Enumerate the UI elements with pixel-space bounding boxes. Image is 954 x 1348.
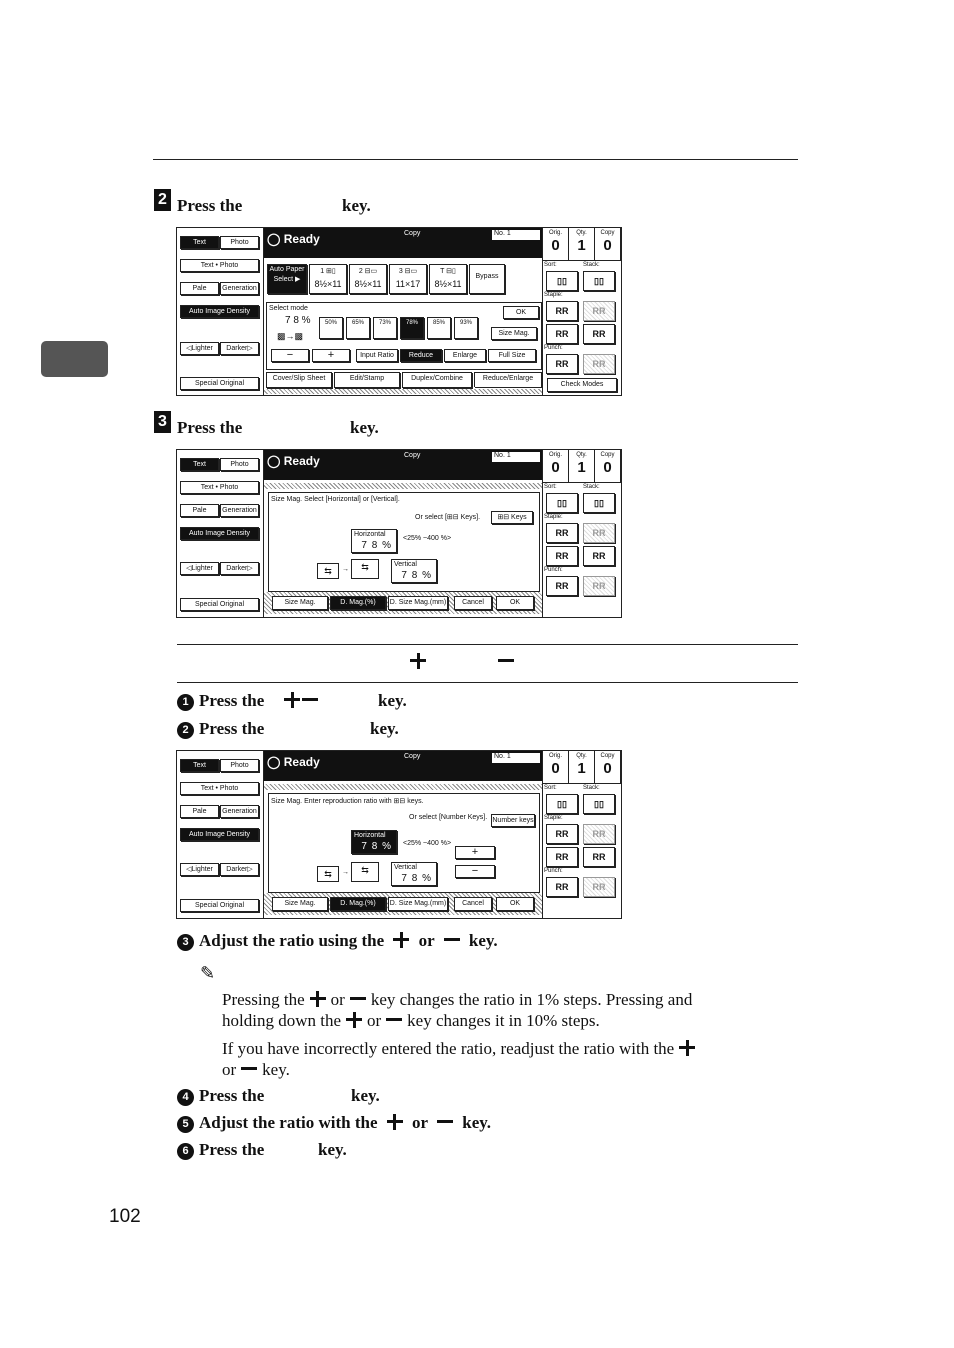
- finisher-column: [543, 228, 621, 395]
- density-column: [177, 751, 264, 918]
- pale-button[interactable]: Pale: [180, 282, 219, 295]
- cover-slip-tab[interactable]: Cover/Slip Sheet: [266, 372, 332, 388]
- note-2: If you have incorrectly entered the ratio, readjust the ratio with the or key.: [222, 1038, 802, 1080]
- step-number-3: 3: [154, 411, 171, 433]
- paper-arrow-icon: ▩→▩: [277, 331, 304, 341]
- tray-2-button[interactable]: 2 ⊟▭ 8½×11: [349, 264, 387, 294]
- substep-5: 5 Adjust the ratio with the or key.: [177, 1113, 491, 1133]
- darker-button[interactable]: Darker▷: [220, 562, 259, 575]
- preset-85-button[interactable]: 85%: [427, 317, 451, 339]
- d-size-mag-mm-tab[interactable]: D. Size Mag.(mm): [388, 897, 448, 911]
- section-rule-top: [177, 644, 798, 645]
- size-mag-dialog: [268, 492, 540, 592]
- photo-mode-button[interactable]: Photo: [220, 458, 259, 471]
- stack-icon[interactable]: ▯▯: [583, 493, 615, 513]
- section-rule-bottom: [177, 682, 798, 683]
- special-original-button[interactable]: Special Original: [180, 377, 259, 390]
- staple-label: Staple:: [544, 292, 563, 298]
- cancel-button[interactable]: Cancel: [454, 897, 492, 911]
- preset-50-button[interactable]: 50%: [319, 317, 343, 339]
- status-bar: [264, 450, 542, 480]
- staple-4-icon[interactable]: RR: [583, 324, 615, 344]
- substep-6: 6 Press the: [177, 1140, 264, 1160]
- section-keys: [405, 652, 523, 676]
- tab-bar-hatch: [264, 389, 542, 394]
- stack-label: Stack:: [583, 262, 600, 268]
- pale-button[interactable]: Pale: [180, 504, 219, 517]
- copy-preview-icon: ⇆: [351, 559, 379, 579]
- staple-1-icon[interactable]: RR: [546, 824, 578, 844]
- copy-counter: Copy 0: [595, 228, 621, 261]
- preset-78-button[interactable]: 78%: [400, 317, 424, 339]
- sort-label: Sort:: [544, 484, 557, 490]
- step3-text-post: key.: [350, 418, 379, 437]
- vertical-field[interactable]: Vertical 7 8 %: [391, 559, 437, 583]
- stack-label: Stack:: [583, 484, 600, 490]
- size-mag-button[interactable]: Size Mag.: [491, 327, 537, 340]
- preset-73-button[interactable]: 73%: [373, 317, 397, 339]
- ok-button[interactable]: OK: [496, 596, 534, 610]
- punch-2-icon[interactable]: RR: [583, 354, 615, 374]
- main-area: [264, 751, 543, 918]
- sort-icon[interactable]: ▯▯: [546, 271, 578, 291]
- orig-counter: Orig. 0: [543, 751, 569, 784]
- staple-2-icon[interactable]: RR: [583, 301, 615, 321]
- auto-paper-select-button[interactable]: Auto Paper Select ▶: [267, 264, 307, 294]
- job-number: No. 1: [492, 452, 540, 462]
- dialog-heading: Size Mag. Select [Horizontal] or [Vertical].: [271, 496, 400, 503]
- staple-3-icon[interactable]: RR: [546, 546, 578, 566]
- minus-button[interactable]: −: [455, 865, 495, 878]
- photo-mode-button[interactable]: Photo: [220, 236, 259, 249]
- full-size-button[interactable]: Full Size: [488, 349, 536, 362]
- minus-icon: [443, 931, 461, 949]
- substep-2: 2 Press the: [177, 719, 264, 739]
- sort-label: Sort:: [544, 262, 557, 268]
- top-hatch: [264, 784, 542, 790]
- special-original-button[interactable]: Special Original: [180, 899, 259, 912]
- copy-label: Copy: [404, 753, 421, 760]
- plus-button[interactable]: +: [312, 349, 350, 362]
- copy-label: Copy: [404, 452, 421, 459]
- photo-mode-button[interactable]: Photo: [220, 759, 259, 772]
- size-mag-tab[interactable]: Size Mag.: [272, 897, 328, 911]
- step2-text-pre: Press the: [177, 196, 243, 215]
- qty-counter: Qty. 1: [569, 228, 595, 261]
- substep-2-post: key.: [370, 719, 399, 738]
- tray-t-button[interactable]: T ⊟▯ 8½×11: [429, 264, 467, 294]
- ratio-range: <25% ~400 %>: [403, 840, 452, 847]
- original-icon: ⇆: [317, 866, 339, 882]
- job-number: No. 1: [492, 230, 540, 240]
- lighter-button[interactable]: ◁Lighter: [180, 562, 219, 575]
- generation-button[interactable]: Generation: [220, 504, 259, 517]
- reduce-button[interactable]: Reduce: [400, 349, 442, 362]
- substep-6-post: key.: [318, 1140, 347, 1159]
- minus-button[interactable]: −: [271, 349, 309, 362]
- text-photo-button[interactable]: Text • Photo: [180, 259, 259, 272]
- copy-counter: Copy 0: [595, 751, 621, 784]
- current-ratio: 7 8 %: [285, 315, 311, 326]
- job-number: No. 1: [492, 753, 540, 763]
- punch-label: Punch:: [544, 345, 563, 351]
- stack-label: Stack:: [583, 785, 600, 791]
- pale-button[interactable]: Pale: [180, 805, 219, 818]
- punch-1-icon[interactable]: RR: [546, 877, 578, 897]
- ready-status: ◯ Ready: [267, 454, 320, 468]
- step-number-2: 2: [154, 189, 171, 211]
- ready-status: ◯ Ready: [267, 755, 320, 769]
- header-rule: [153, 159, 798, 160]
- sort-label: Sort:: [544, 785, 557, 791]
- darker-button[interactable]: Darker▷: [220, 863, 259, 876]
- arrow-icon: →: [342, 566, 349, 573]
- horizontal-field[interactable]: Horizontal 7 8 %: [351, 830, 397, 854]
- plus-icon: [392, 931, 410, 949]
- generation-button[interactable]: Generation: [220, 805, 259, 818]
- chapter-tab: [41, 341, 108, 377]
- size-mag-dialog: [268, 793, 540, 893]
- special-original-button[interactable]: Special Original: [180, 598, 259, 611]
- ready-status: ◯ Ready: [267, 232, 320, 246]
- input-ratio-button[interactable]: Input Ratio: [356, 349, 398, 362]
- density-column: [177, 228, 264, 395]
- auto-density-button[interactable]: Auto Image Density: [180, 828, 259, 841]
- copy-label: Copy: [404, 230, 421, 237]
- darker-button[interactable]: Darker▷: [220, 342, 259, 355]
- staple-3-icon[interactable]: RR: [546, 847, 578, 867]
- arrow-icon: →: [342, 869, 349, 876]
- d-size-mag-mm-tab[interactable]: D. Size Mag.(mm): [388, 596, 448, 610]
- main-area: [264, 228, 543, 395]
- punch-1-icon[interactable]: RR: [546, 354, 578, 374]
- top-hatch: [264, 483, 542, 489]
- generation-button[interactable]: Generation: [220, 282, 259, 295]
- staple-1-icon[interactable]: RR: [546, 301, 578, 321]
- staple-4-icon[interactable]: RR: [583, 546, 615, 566]
- ok-button[interactable]: OK: [496, 897, 534, 911]
- sort-icon[interactable]: ▯▯: [546, 493, 578, 513]
- check-modes-button[interactable]: Check Modes: [547, 378, 617, 392]
- tray-1-button[interactable]: 1 ⊞▯ 8½×11: [309, 264, 347, 294]
- status-bar: [264, 228, 542, 258]
- punch-2-icon[interactable]: RR: [583, 877, 615, 897]
- lighter-button[interactable]: ◁Lighter: [180, 342, 219, 355]
- punch-label: Punch:: [544, 868, 563, 874]
- auto-density-button[interactable]: Auto Image Density: [180, 527, 259, 540]
- density-column: [177, 450, 264, 617]
- page-number: 102: [109, 1206, 141, 1227]
- text-mode-button[interactable]: Text: [180, 458, 219, 471]
- plus-icon: [409, 652, 431, 674]
- horizontal-field[interactable]: Horizontal 7 8 %: [351, 529, 397, 553]
- text-mode-button[interactable]: Text: [180, 236, 219, 249]
- dialog-heading: Size Mag. Enter reproduction ratio with ⊞⊟ keys.: [271, 798, 424, 805]
- plus-icon: [386, 1113, 404, 1131]
- ok-button[interactable]: OK: [503, 306, 539, 319]
- step2-text-post: key.: [342, 196, 371, 215]
- reduce-enlarge-tab[interactable]: Reduce/Enlarge: [474, 372, 542, 387]
- lighter-button[interactable]: ◁Lighter: [180, 863, 219, 876]
- text-mode-button[interactable]: Text: [180, 759, 219, 772]
- bypass-button[interactable]: Bypass: [469, 264, 505, 294]
- duplex-combine-tab[interactable]: Duplex/Combine: [402, 372, 472, 388]
- step3-text-pre: Press the: [177, 418, 243, 437]
- substep-4: 4 Press the: [177, 1086, 264, 1106]
- plus-minus-keys-button[interactable]: ⊞⊟ Keys: [491, 511, 533, 524]
- staple-4-icon[interactable]: RR: [583, 847, 615, 867]
- staple-3-icon[interactable]: RR: [546, 324, 578, 344]
- orig-counter: Orig. 0: [543, 228, 569, 261]
- main-area: [264, 450, 543, 617]
- minus-icon: [436, 1113, 454, 1131]
- stack-icon[interactable]: ▯▯: [583, 271, 615, 291]
- cancel-button[interactable]: Cancel: [454, 596, 492, 610]
- select-mode-label: Select mode: [269, 305, 308, 312]
- substep-3: 3 Adjust the ratio using the or key.: [177, 931, 498, 951]
- d-mag-percent-tab[interactable]: D. Mag.(%): [330, 596, 386, 610]
- copier-panel-2: [176, 449, 622, 618]
- sort-icon[interactable]: ▯▯: [546, 794, 578, 814]
- auto-density-button[interactable]: Auto Image Density: [180, 305, 259, 318]
- text-photo-button[interactable]: Text • Photo: [180, 782, 259, 795]
- minus-icon: [497, 652, 519, 674]
- tray-3-button[interactable]: 3 ⊟▭ 11×17: [389, 264, 427, 294]
- finisher-column: [543, 751, 621, 918]
- staple-2-icon[interactable]: RR: [583, 523, 615, 543]
- text-photo-button[interactable]: Text • Photo: [180, 481, 259, 494]
- substep-1: 1 Press the: [177, 691, 264, 711]
- staple-label: Staple:: [544, 815, 563, 821]
- plus-button[interactable]: +: [455, 846, 495, 859]
- plus-minus-icon: [283, 691, 319, 711]
- edit-stamp-tab[interactable]: Edit/Stamp: [334, 372, 400, 388]
- note-1: Pressing the or key changes the ratio in 1% steps. Pressing and holding down the or key changes it in 10% steps.: [222, 990, 693, 1030]
- stack-icon[interactable]: ▯▯: [583, 794, 615, 814]
- orig-counter: Orig. 0: [543, 450, 569, 483]
- number-keys-button[interactable]: Number keys: [491, 814, 535, 827]
- reduce-enlarge-box: [266, 302, 542, 370]
- or-select-text: Or select [⊞⊟ Keys].: [415, 514, 481, 521]
- staple-label: Staple:: [544, 514, 563, 520]
- finisher-column: [543, 450, 621, 617]
- punch-1-icon[interactable]: RR: [546, 576, 578, 596]
- preset-93-button[interactable]: 93%: [454, 317, 478, 339]
- punch-2-icon[interactable]: RR: [583, 576, 615, 596]
- qty-counter: Qty. 1: [569, 450, 595, 483]
- copier-panel-1: [176, 227, 622, 396]
- substep-4-post: key.: [351, 1086, 380, 1105]
- staple-2-icon[interactable]: RR: [583, 824, 615, 844]
- note-pencil-icon: ✎: [200, 963, 216, 983]
- status-bar: [264, 751, 542, 781]
- qty-counter: Qty. 1: [569, 751, 595, 784]
- or-select-text: Or select [Number Keys].: [409, 814, 488, 821]
- copier-panel-3: [176, 750, 622, 919]
- enlarge-button[interactable]: Enlarge: [444, 349, 486, 362]
- d-mag-percent-tab[interactable]: D. Mag.(%): [330, 897, 386, 911]
- original-icon: ⇆: [317, 563, 339, 579]
- staple-1-icon[interactable]: RR: [546, 523, 578, 543]
- copy-counter: Copy 0: [595, 450, 621, 483]
- size-mag-tab[interactable]: Size Mag.: [272, 596, 328, 610]
- vertical-field[interactable]: Vertical 7 8 %: [391, 862, 437, 886]
- copy-preview-icon: ⇆: [351, 862, 379, 882]
- ratio-range: <25% ~400 %>: [403, 535, 452, 542]
- punch-label: Punch:: [544, 567, 563, 573]
- preset-65-button[interactable]: 65%: [346, 317, 370, 339]
- substep-1-post: key.: [378, 691, 407, 710]
